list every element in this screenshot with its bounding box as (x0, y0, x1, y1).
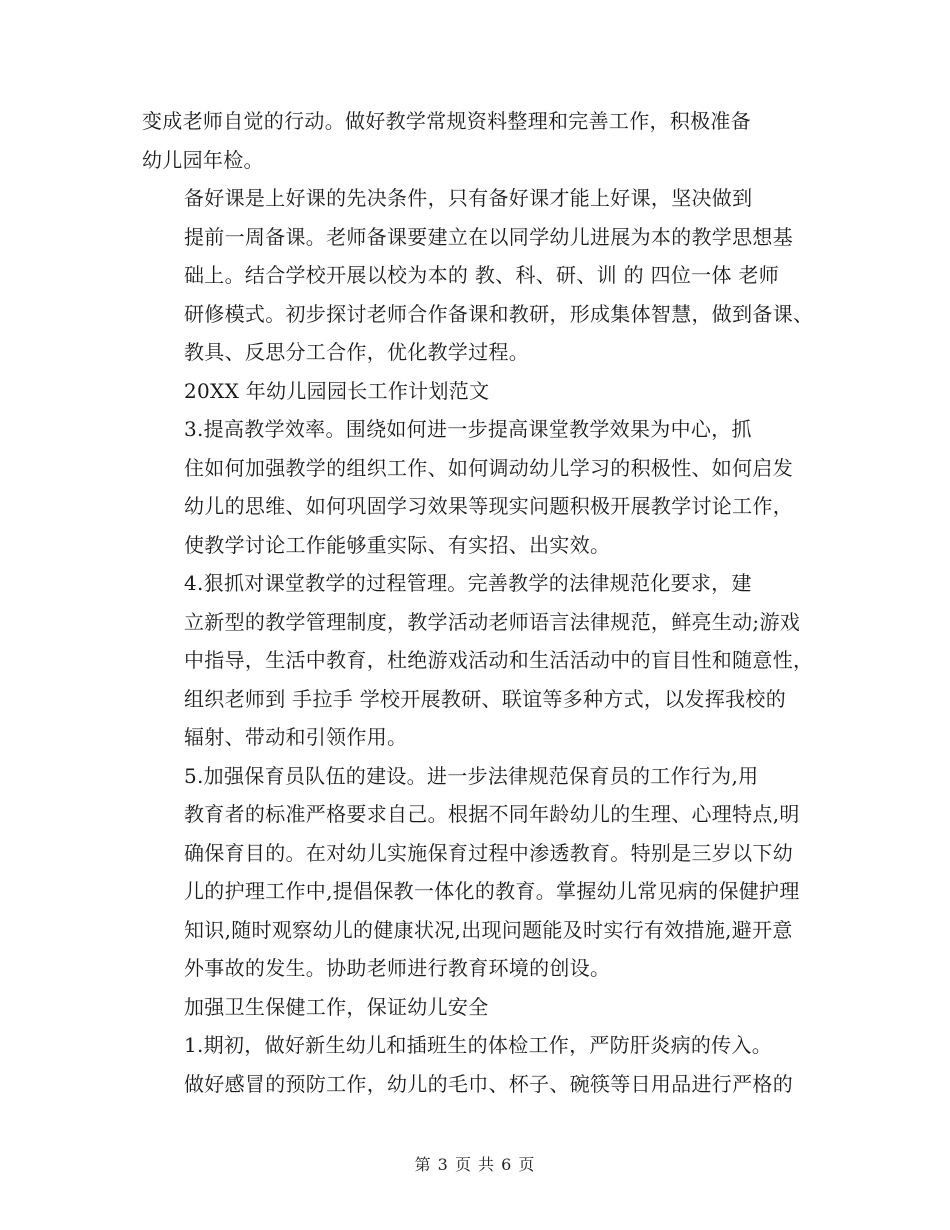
page-footer: 第 3 页 共 6 页 (414, 1155, 536, 1174)
text-line: 立新型的教学管理制度，教学活动老师语言法律规范，鲜亮生动;游戏 (184, 609, 801, 634)
text-line: 教具、反思分工合作，优化教学过程。 (184, 340, 530, 364)
text-line: 研修模式。初步探讨老师合作备课和教研，形成集体智慧，做到备课、 (184, 301, 814, 326)
text-line: 使教学讨论工作能够重实际、有实招、出实效。 (184, 532, 611, 557)
text-line: 做好感冒的预防工作，幼儿的毛巾、杯子、碗筷等日用品进行严格的 (184, 1071, 793, 1096)
paragraph-p1 (142, 102, 814, 179)
text-line: 幼儿园年检。 (142, 147, 264, 172)
paragraph-p2 (142, 179, 814, 372)
paragraph-p3 (142, 372, 814, 411)
text-line: 础上。结合学校开展以校为本的 教、科、研、训 的 四位一体 老师 (184, 263, 780, 287)
text-line: 4.狠抓对课堂教学的过程管理。完善教学的法律规范化要求，建 (184, 571, 752, 595)
text-line: 儿的护理工作中,提倡保教一体化的教育。掌握幼儿常见病的保健护理 (184, 879, 800, 903)
text-line: 住如何加强教学的组织工作、如何调动幼儿学习的积极性、如何启发 (184, 455, 793, 480)
text-line: 幼儿的思维、如何巩固学习效果等现实问题积极开展教学讨论工作， (184, 494, 793, 518)
text-line: 20XX 年幼儿园园长工作计划范文 (184, 378, 490, 403)
text-line: 教育者的标准严格要求自己。根据不同年龄幼儿的生理、心理特点,明 (184, 802, 800, 826)
text-line: 变成老师自觉的行动。做好教学常规资料整理和完善工作，积极准备 (142, 109, 751, 133)
text-line: 知识,随时观察幼儿的健康状况,出现问题能及时实行有效措施,避开意 (184, 917, 793, 942)
paragraph-p5 (142, 564, 814, 757)
text-line: 辐射、带动和引领作用。 (184, 725, 408, 749)
text-line: 组织老师到 手拉手 学校开展教研、联谊等多种方式，以发挥我校的 (184, 686, 787, 711)
document-body (142, 102, 814, 1103)
text-line: 加强卫生保健工作，保证幼儿安全 (184, 994, 489, 1019)
text-line: 外事故的发生。协助老师进行教育环境的创设。 (184, 956, 611, 980)
text-line: 3.提高教学效率。围绕如何进一步提高课堂教学效果为中心，抓 (184, 417, 752, 441)
paragraph-p8 (142, 1026, 814, 1103)
text-line: 提前一周备课。老师备课要建立在以同学幼儿进展为本的教学思想基 (184, 224, 793, 249)
paragraph-p7 (142, 988, 814, 1027)
text-line: 5.加强保育员队伍的建设。进一步法律规范保育员的工作行为,用 (184, 763, 759, 788)
text-line: 备好课是上好课的先决条件，只有备好课才能上好课，坚决做到 (184, 186, 753, 210)
text-line: 中指导，生活中教育，杜绝游戏活动和生活活动中的盲目性和随意性， (184, 648, 814, 672)
text-line: 确保育目的。在对幼儿实施保育过程中渗透教育。特别是三岁以下幼 (184, 840, 793, 865)
paragraph-p6 (142, 757, 814, 988)
text-line: 1.期初，做好新生幼儿和插班生的体检工作，严防肝炎病的传入。 (184, 1033, 773, 1057)
paragraph-p4 (142, 410, 814, 564)
